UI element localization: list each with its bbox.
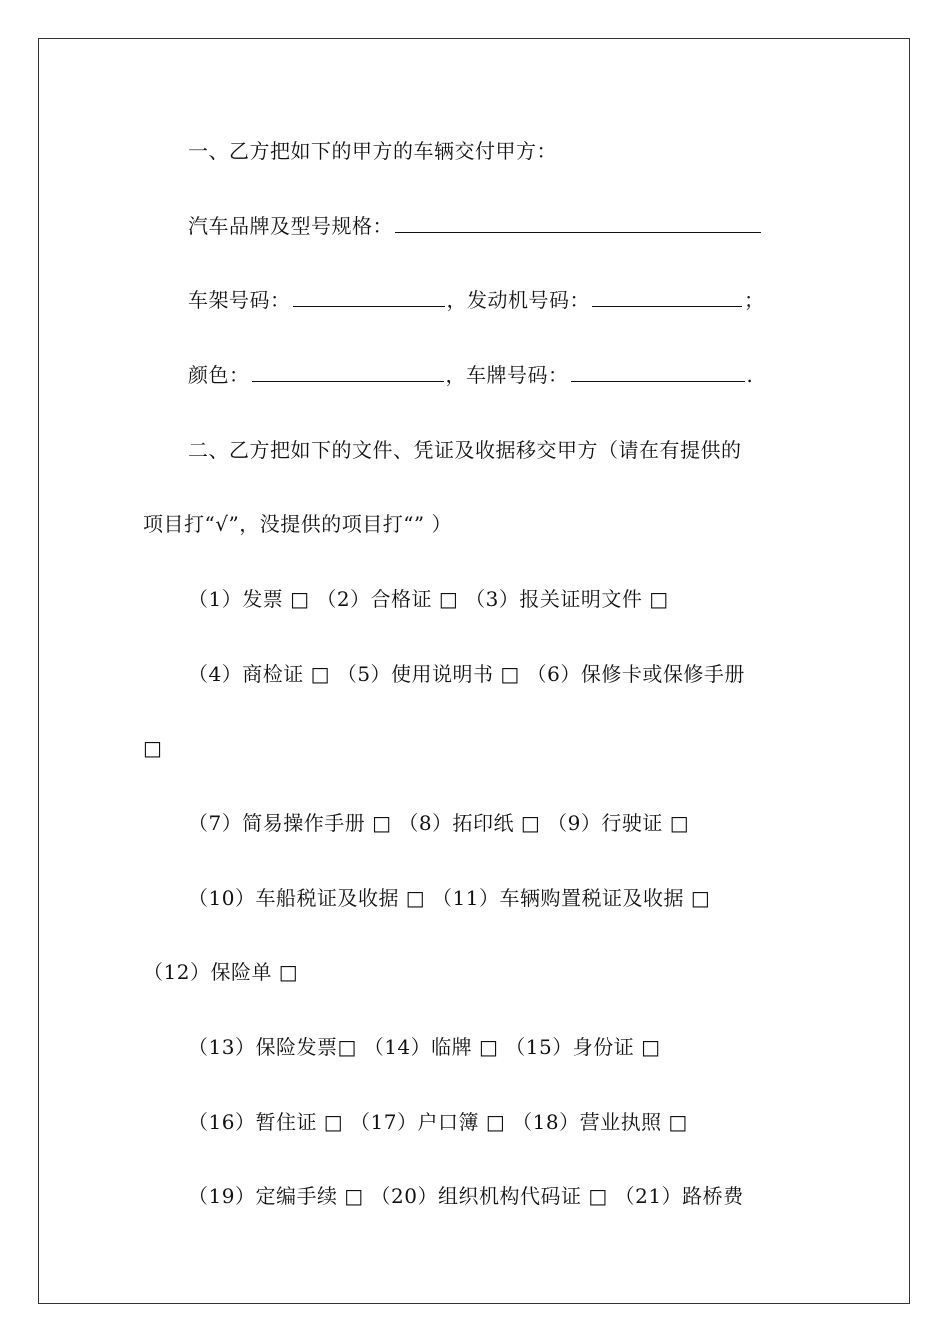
- checklist-line: （1）发票 □ （2）合格证 □ （3）报关证明文件 □: [188, 587, 669, 611]
- section2-heading-line1: 二、乙方把如下的文件、凭证及收据移交甲方（请在有提供的: [188, 438, 742, 462]
- engine-label: ，发动机号码：: [446, 288, 590, 312]
- color-field[interactable]: [252, 361, 444, 382]
- checklist-line: （12）保险单 □: [143, 960, 299, 984]
- frame-label: 车架号码：: [188, 288, 291, 312]
- section1-heading: 一、乙方把如下的甲方的车辆交付甲方：: [188, 139, 557, 163]
- engine-row-end: ；: [744, 288, 765, 312]
- frame-engine-row: [188, 286, 765, 314]
- color-plate-row: [188, 361, 753, 389]
- model-field[interactable]: [395, 212, 761, 233]
- model-label: 汽车品牌及型号规格：: [188, 214, 393, 238]
- plate-number-field[interactable]: [571, 361, 745, 382]
- plate-row-end: .: [746, 363, 754, 387]
- checklist-line: （19）定编手续 □ （20）组织机构代码证 □ （21）路桥费: [188, 1184, 744, 1208]
- frame-number-field[interactable]: [293, 286, 445, 307]
- checklist-line: （7）简易操作手册 □ （8）拓印纸 □ （9）行驶证 □: [188, 811, 690, 835]
- checklist-line: （10）车船税证及收据 □ （11）车辆购置税证及收据 □: [188, 886, 711, 910]
- plate-label: ，车牌号码：: [445, 363, 569, 387]
- checklist-line: （4）商检证 □ （5）使用说明书 □ （6）保修卡或保修手册: [188, 662, 745, 686]
- color-label: 颜色：: [188, 363, 250, 387]
- checklist-line: （13）保险发票□ （14）临牌 □ （15）身份证 □: [188, 1035, 661, 1059]
- checklist-line: □: [143, 736, 163, 760]
- model-row: [188, 212, 763, 240]
- engine-number-field[interactable]: [592, 286, 742, 307]
- section2-heading-line2: 项目打“√”，没提供的项目打“” ）: [143, 512, 452, 536]
- checklist-line: （16）暂住证 □ （17）户口簿 □ （18）营业执照 □: [188, 1110, 688, 1134]
